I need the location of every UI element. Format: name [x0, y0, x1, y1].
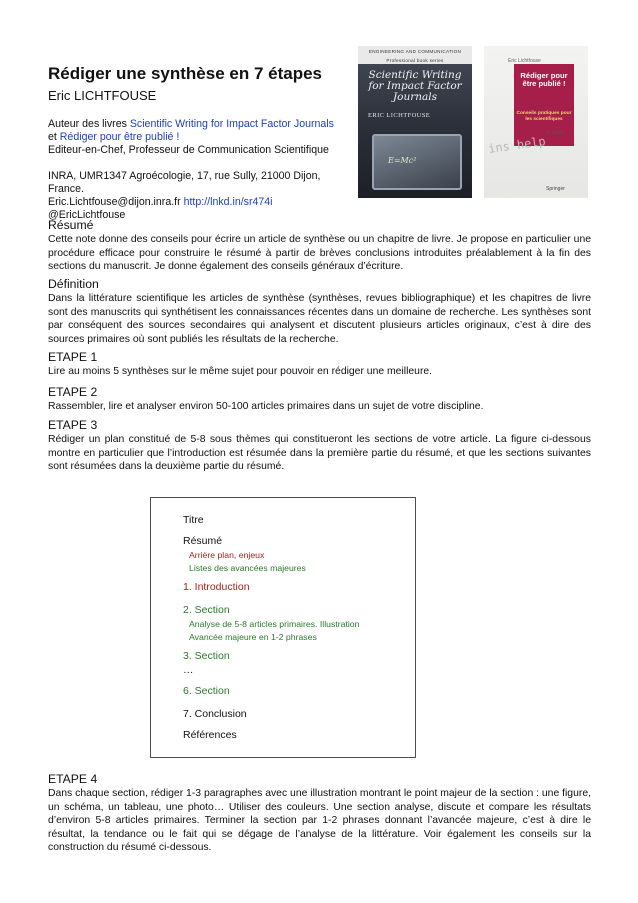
cover1-title: Scientific Writing for Impact Factor Journals	[368, 69, 462, 103]
diagram-resume-sub2: Listes des avancées majeures	[189, 563, 306, 573]
book1-link[interactable]: Scientific Writing for Impact Factor Journals	[129, 118, 334, 130]
diagram-conclusion: 7. Conclusion	[183, 708, 247, 720]
diagram-section-6: 6. Section	[183, 685, 230, 697]
diagram-resume-sub1: Arrière plan, enjeux	[189, 550, 265, 560]
cover2-edition: 2e édition	[546, 130, 565, 135]
diagram-references: Références	[183, 729, 237, 741]
diagram-title: Titre	[183, 514, 204, 526]
section-text: Lire au moins 5 synthèses sur le même sujet pour pouvoir en rédiger une meilleure.	[48, 366, 433, 378]
book2-link[interactable]: Rédiger pour être publié !	[59, 131, 180, 143]
book-cover-rediger[interactable]	[484, 46, 588, 198]
cover2-subtitle: Conseils pratiques pour les scientifiques	[516, 111, 572, 122]
contact-email[interactable]: Eric.Lichtfouse@dijon.inra.fr	[48, 196, 184, 208]
books-and: et	[48, 131, 60, 143]
cover1-author: ERIC LICHTFOUSE	[368, 112, 431, 119]
section-etape-1	[48, 351, 591, 379]
section-text: Cette note donne des conseils pour écrire un article de synthèse ou un chapitre de livre. Je propose en particulier une procédure efficace pour construire le résumé à partir de brèves conclusions introduites préalablement à la fin des sections du manuscrit. Je donne également des conseils généraux d’écriture.	[48, 234, 591, 273]
diagram-section-2: 2. Section	[183, 604, 230, 616]
twitter-handle: @EricLichtfouse	[48, 209, 126, 221]
diagram-section-3: 3. Section	[183, 650, 230, 662]
section-heading: ETAPE 4	[48, 772, 98, 786]
author-name: Eric LICHTFOUSE	[48, 88, 157, 103]
section-text: Rassembler, lire et analyser environ 50-100 articles primaires dans un sujet de votre discipline.	[48, 401, 484, 413]
diagram-ellipsis: …	[183, 664, 194, 676]
section-text: Rédiger un plan constitué de 5-8 sous thèmes qui constitueront les sections de votre article. La figure ci-dessous montre en particulier que l’introduction est résumée dans la première partie du résumé, et que les sections suivantes sont résumées dans la deuxième partie du résumé.	[48, 434, 591, 473]
section-resume	[48, 219, 591, 274]
books-prefix: Auteur des livres	[48, 118, 130, 130]
section-definition	[48, 278, 591, 346]
section-heading: ETAPE 3	[48, 418, 98, 432]
outline-diagram	[150, 497, 416, 758]
books-info	[48, 118, 348, 157]
springer-logo: Springer	[546, 186, 565, 192]
section-etape-4	[48, 773, 591, 854]
institution-info	[48, 170, 348, 222]
section-text: Dans la littérature scientifique les articles de synthèse (synthèses, revues bibliographique) et les chapitres de livre sont des manuscrits qui synthétisent les connaissances récentes dans un domaine de recherche. Les synthèses sont par conséquent des sources secondaires qui analysent et discutent plusieurs articles originaux, c’est à dire des sources primaires où sont publiés les résultats de la recherche.	[48, 293, 591, 345]
linkedin-link[interactable]: http://lnkd.in/sr474i	[183, 196, 273, 208]
author-role: Editeur-en-Chef, Professeur de Communication Scientifique	[48, 144, 329, 156]
section-heading: ETAPE 2	[48, 385, 98, 399]
section-heading: Résumé	[48, 218, 94, 232]
diagram-section-2-sub1: Analyse de 5-8 articles primaires. Illustration	[189, 619, 360, 629]
page-title: Rédiger une synthèse en 7 étapes	[48, 64, 322, 83]
cover1-formula: E=Mc²	[388, 156, 417, 165]
section-heading: ETAPE 1	[48, 350, 98, 364]
diagram-section-2-sub2: Avancée majeure en 1-2 phrases	[189, 632, 317, 642]
section-etape-3	[48, 419, 591, 474]
cover2-handwriting: ins help	[487, 134, 547, 156]
institution-address: INRA, UMR1347 Agroécologie, 17, rue Sully, 21000 Dijon, France.	[48, 170, 321, 195]
cover1-header: ENGINEERING AND COMMUNICATION Professional book series	[358, 46, 472, 64]
book-cover-scientific-writing[interactable]	[358, 46, 472, 198]
section-etape-2	[48, 386, 591, 414]
cover2-author: Eric Lichtfouse	[508, 58, 541, 64]
diagram-introduction: 1. Introduction	[183, 581, 250, 593]
section-text: Dans chaque section, rédiger 1-3 paragraphes avec une illustration montrant le point majeur de la section : une figure, un schéma, un tableau, une photo… Utiliser des couleurs. Une section analyse, discute et compare les résultats d’environ 5-8 articles primaires. Terminer la section par 1-2 phrases donnant l’avancée majeure, c’est à dire le résultat, la tendance ou le fait qui se dégage de l’analyse de la littérature. Voir également les conseils sur la construction du résumé ci-dessous.	[48, 788, 591, 854]
cover2-title: Rédiger pour être publié !	[520, 71, 568, 89]
diagram-resume: Résumé	[183, 535, 223, 547]
laptop-screen-illustration	[372, 134, 462, 190]
section-heading: Définition	[48, 277, 99, 291]
